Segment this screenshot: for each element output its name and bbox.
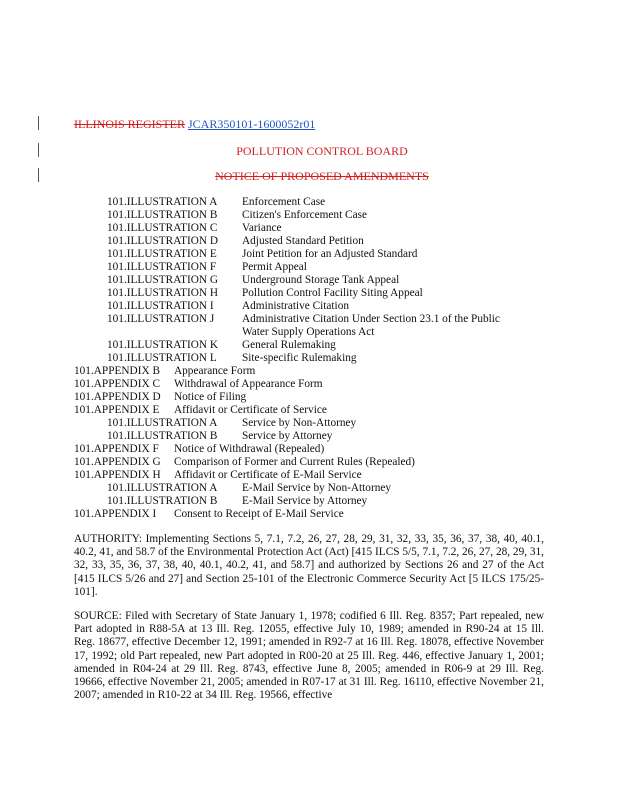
- register-title-struck: ILLINOIS REGISTER: [74, 117, 185, 131]
- file-reference: JCAR350101-1600052r01: [188, 117, 316, 131]
- authority-paragraph: AUTHORITY: Implementing Sections 5, 7.1, 7.2, 26, 27, 28, 29, 31, 32, 33, 35, 36, 37, 38, 40, 40.1, 40.2, 41, and 58.7 of the Environmental Protection Act (Act) [415 ILCS 5/5, 7.1, 7.2, 26, 27, 28, 29, 31, 32, 33, 35, 36, 37, 38, 40, 40.1, 40.2, 41, and 58.7] and authorized by Sections 26 and 27 of the Act [415 ILCS 5/26 and 27] and Section 25-101 of the Electronic Commerce Security Act [5 ILCS 175/25-101].: [74, 533, 544, 598]
- board-title: POLLUTION CONTROL BOARD: [236, 144, 408, 158]
- source-paragraph: SOURCE: Filed with Secretary of State January 1, 1978; codified 6 Ill. Reg. 8357; Part repealed, new Part adopted in R88-5A at 13 Ill. Reg. 12055, effective July 10, 1989; amended in R90-24 at 15 Ill. Reg. 18677, effective December 12, 1991; amended in R92-7 at 16 Ill. Reg. 18078, effective November 17, 1992; old Part repealed, new Part adopted in R00-20 at 25 Ill. Reg. 446, effective January 1, 2001; amended in R04-24 at 29 Ill. Reg. 8743, effective June 8, 2005; amended in R06-9 at 29 Ill. Reg. 19666, effective November 21, 2005; amended in R07-17 at 31 Ill. Reg. 16110, effective November 21, 2007; amended in R10-22 at 34 Ill. Reg. 19566, effective: [74, 610, 544, 702]
- change-bar: [38, 116, 39, 130]
- document-page: ILLINOIS REGISTER JCAR350101-1600052r01 POLLUTION CONTROL BOARD NOTICE OF PROPOSED AMENDMENTS 101.ILLUSTRATION A Enforcement Case 101.ILLUSTRATION B Citizen's Enforcement Case 101.ILLUSTRATION C Variance 101.ILLUSTRATION D Adjusted Standard Petition 101.ILLUSTRATION E Joint Petition for an Adjusted Standard 101.ILLUSTRATION F Permit Appeal 101.ILLUSTRATION G Underground Storage Tank Appeal 101.ILLUSTRATION H Pollution Control Facility Siting Appeal 101.ILLUSTRATION I Administrative Citation 101.ILLUSTRATION J Administrative Citation Under Section 23.1 of the Public Water Supply Operations Act 101.ILLUSTRATION K General Rulemaking 101.ILLUSTRATION L Site-specific Rulemaking 101.APPENDIX B Appearance Form 101.APPENDIX C Withdrawal of Appearance Form 101.APPENDIX D Notice of Filing 101.APPENDIX E Affidavit or Certificate of Service 101.ILLUSTRATION A Service by Non-Attorney 101.ILLUSTRATION B Service by Attorney 101.APPENDIX F Notice of Withdrawal (Repealed) 101.APPENDIX G Comparison of Former and Current Rules (Repealed) 101.APPENDIX H Affidavit or Certificate of E-Mail Service 101.ILLUSTRATION A E-Mail Service by Non-Attorney 101.ILLUSTRATION B E-Mail Service by Attorney 101.APPENDIX I Consent to Receipt of E-Mail Service AUTHORITY: Implementing Sections 5, 7.1, 7.2, 26, 27, 28, 29, 31, 32, 33, 35, 36, 37, 38, 40, 40.1, 40.2, 41, and 58.7 of the Environmental Protection Act (Act) [415 ILCS 5/5, 7.1, 7.2, 26, 27, 28, 29, 31, 32, 33, 35, 36, 37, 38, 40, 40.1, 40.2, 41, and 58.7] and authorized by Sections 26 and 27 of the Act [415 ILCS 5/26 and 27] and Section 25-101 of the Electronic Commerce Security Act [5 ILCS 175/25-101]. SOURCE: Filed with Secretary of State January 1, 1978; codified 6 Ill. Reg. 8357; Part repealed, new Part adopted in R88-5A at 13 Ill. Reg. 12055, effective July 10, 1989; amended in R90-24 at 15 Ill. Reg. 18677, effective December 12, 1991; amended in R92-7 at 16 Ill. Reg. 18078, effective November 17, 1992; old Part repealed, new Part adopted in R00-20 at 25 Ill. Reg. 446, effective January 1, 2001; amended in R04-24 at 29 Ill. Reg. 8743, effective June 8, 2005; amended in R06-9 at 29 Ill. Reg. 19666, effective November 21, 2005; amended in R07-17 at 31 Ill. Reg. 16110, effective November 21, 2007; amended in R10-22 at 34 Ill. Reg. 19566, effective: [0, 0, 644, 800]
- register-header: [74, 117, 315, 132]
- notice-title-struck: NOTICE OF PROPOSED AMENDMENTS: [215, 169, 429, 183]
